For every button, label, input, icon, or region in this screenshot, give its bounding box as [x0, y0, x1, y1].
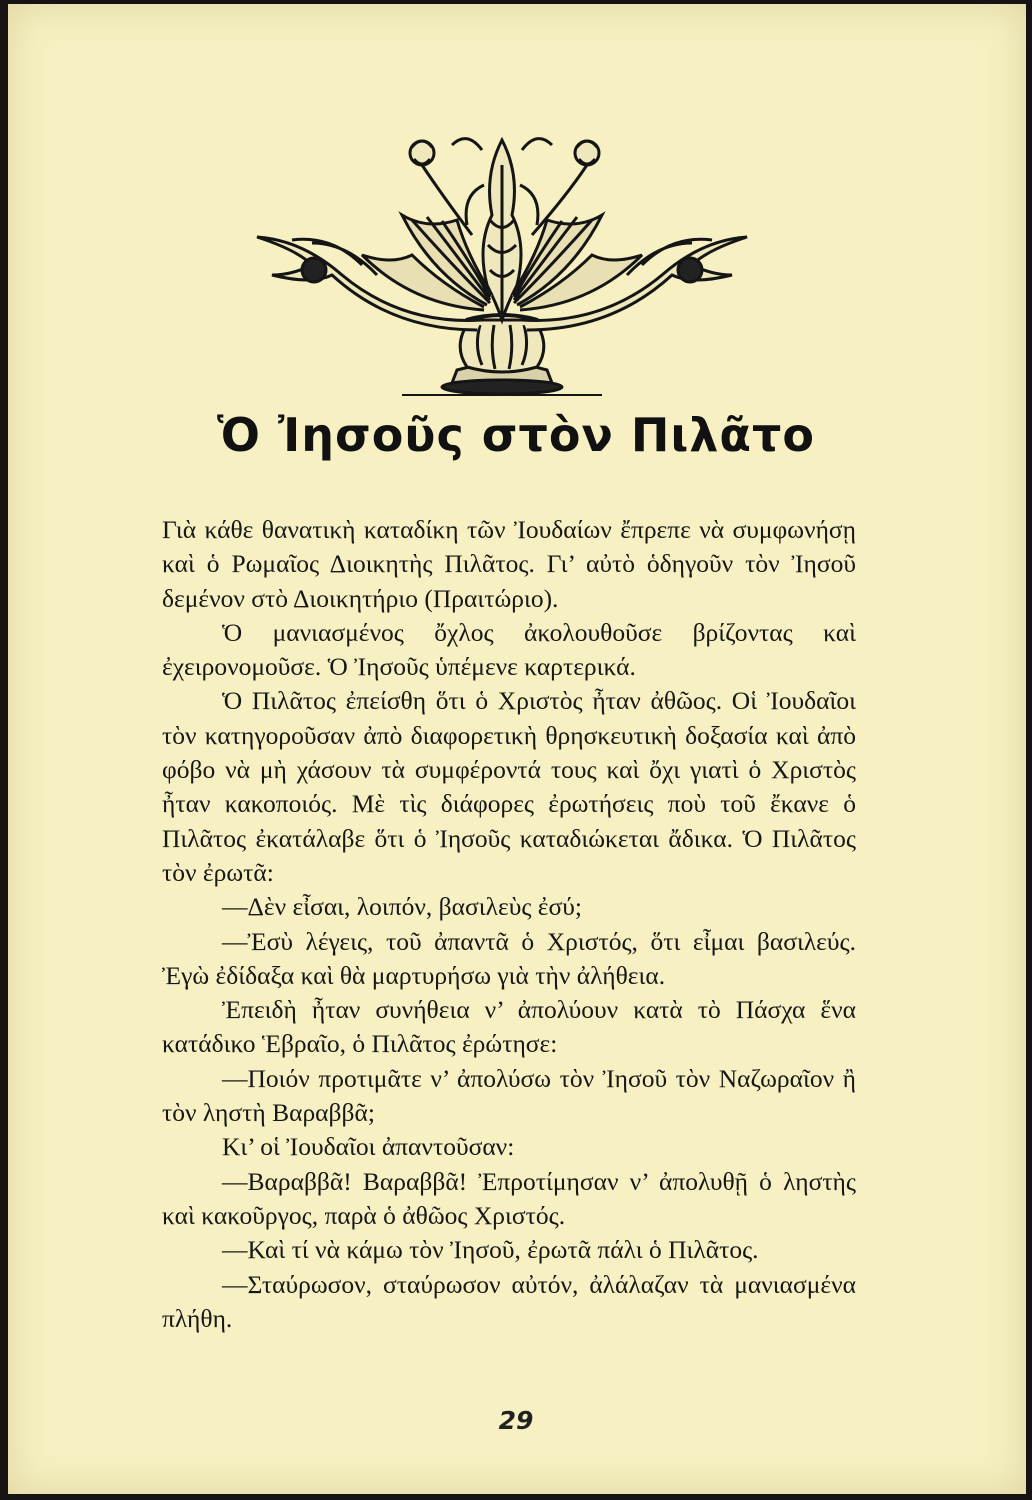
dialogue-line: —Καὶ τί νὰ κάμω τὸν Ἰησοῦ, ἐρωτᾶ πάλι ὁ Πιλᾶτος. — [222, 1235, 759, 1265]
dialogue-line: —Δὲν εἶσαι, λοιπόν, βασιλεὺς ἐσύ; — [222, 892, 582, 922]
body-text — [162, 513, 856, 1336]
dialogue-line: —Βαραββᾶ! Βαραββᾶ! Ἐπροτίμησαν ν’ ἀπολυθῇ ὁ ληστὴς καὶ κακοῦργος, παρὰ ὁ ἀθῶος Χριστός. — [162, 1166, 856, 1230]
paragraph: Γιὰ κάθε θανατικὴ καταδίκη τῶν Ἰουδαίων ἔπρεπε νὰ συμφωνήσῃ καὶ ὁ Ρωμαῖος Διοικητὴς Πιλᾶτος. Γι’ αὐτὸ ὁδηγοῦν τὸν Ἰησοῦ δεμένον στὸ Διοικητήριο (Πραιτώριο). — [162, 515, 856, 613]
page-number: 29 — [498, 1406, 534, 1435]
paragraph: Ὁ Πιλᾶτος ἐπείσθη ὅτι ὁ Χριστὸς ἦταν ἀθῶος. Οἱ Ἰουδαῖοι τὸν κατηγοροῦσαν ἀπὸ διαφορετικὴ θρησκευτικὴ δοξασία καὶ ἀπὸ φόβο νὰ μὴ χάσουν τὰ συμφέροντά τους καὶ ὄχι γιατὶ ὁ Χριστὸς ἦταν κακοποιός. Μὲ τὶς διάφορες ἐρωτήσεις ποὺ τοῦ ἔκανε ὁ Πιλᾶτος ἐκατάλαβε ὅτι ὁ Ἰησοῦς καταδιώκεται ἄδικα. Ὁ Πιλᾶτος τὸν ἐρωτᾶ: — [162, 686, 856, 887]
dialogue-line: —Σταύρωσον, σταύρωσον αὐτόν, ἀλάλαζαν τὰ μανιασμένα πλήθη. — [162, 1269, 856, 1333]
dialogue-line: —Ἐσὺ λέγεις, τοῦ ἀπαντᾶ ὁ Χριστός, ὅτι εἶμαι βασιλεύς. Ἐγὼ ἐδίδαξα καὶ θὰ μαρτυρήσω γιὰ τὴν ἀλήθεια. — [162, 926, 856, 990]
paragraph: Κι’ οἱ Ἰουδαῖοι ἀπαντοῦσαν: — [222, 1132, 515, 1162]
dialogue-line: —Ποιόν προτιμᾶτε ν’ ἀπολύσω τὸν Ἰησοῦ τὸν Ναζωραῖον ἢ τὸν ληστὴ Βαραββᾶ; — [162, 1063, 856, 1128]
paragraph: Ἐπειδὴ ἦταν συνήθεια ν’ ἀπολύουν κατὰ τὸ Πάσχα ἕνα κατάδικο Ἑβραῖο, ὁ Πιλᾶτος ἐρώτησε: — [162, 995, 856, 1059]
paragraph: Ὁ μανιασμένος ὄχλος ἀκολουθοῦσε βρίζοντας καὶ ἐχειρονομοῦσε. Ὁ Ἰησοῦς ὑπέμενε καρτερικά. — [162, 617, 856, 682]
floral-vase-ornament — [252, 125, 752, 405]
page-title: Ὁ Ἰησοῦς στὸν Πιλᾶτο — [217, 408, 815, 462]
